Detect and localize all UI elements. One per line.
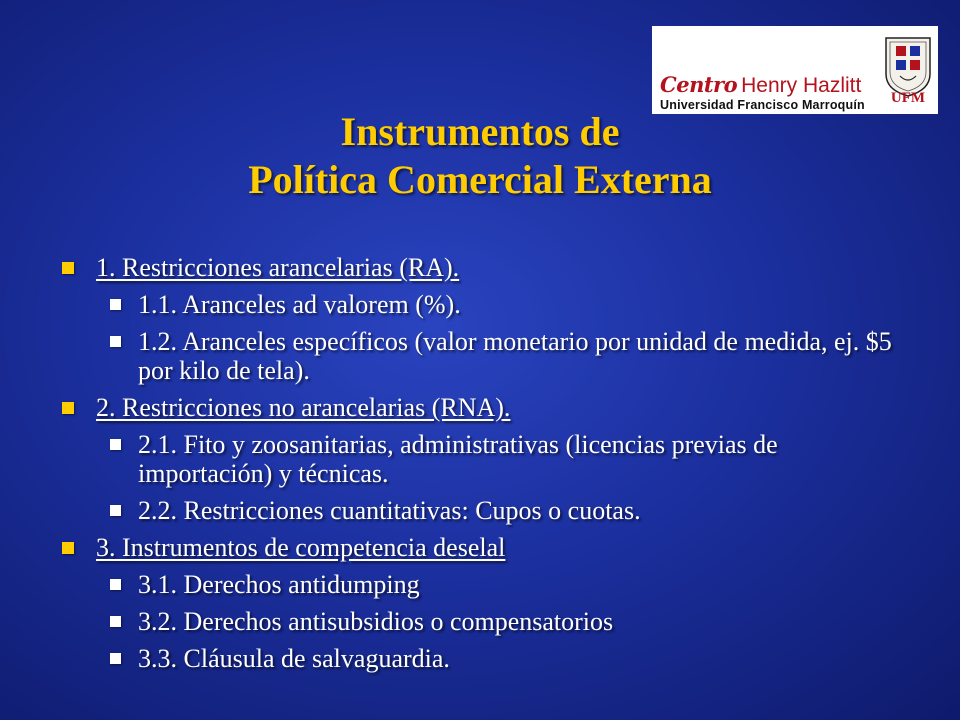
bullet-item-1	[58, 253, 908, 282]
logo-brand-name: Henry Hazlitt	[741, 74, 862, 97]
sub-bullet-item-3-2	[58, 607, 908, 636]
sub-bullet-text: 2.1. Fito y zoosanitarias, administrativas (licencias previas de importación) y técnicas.	[138, 430, 778, 488]
square-bullet-icon	[62, 402, 74, 414]
square-bullet-icon	[62, 542, 74, 554]
bullet-item-3	[58, 533, 908, 562]
bullet-list	[58, 253, 908, 681]
title-line-2: Política Comercial Externa	[248, 157, 712, 202]
square-bullet-icon	[110, 616, 121, 627]
square-bullet-icon	[110, 579, 121, 590]
sub-bullet-text: 3.2. Derechos antisubsidios o compensatorios	[138, 607, 614, 636]
square-bullet-icon	[110, 336, 121, 347]
bullet-text: 2. Restricciones no arancelarias (RNA).	[96, 393, 511, 422]
logo-university: Universidad Francisco Marroquín	[660, 98, 865, 112]
logo-brand-script: Centro	[660, 72, 738, 97]
logo-crest-label: UFM	[890, 90, 926, 106]
square-bullet-icon	[110, 299, 121, 310]
sub-bullet-text: 3.1. Derechos antidumping	[138, 570, 420, 599]
centro-henry-hazlitt-logo	[652, 26, 938, 114]
sub-bullet-item-1-1	[58, 290, 908, 319]
square-bullet-icon	[110, 653, 121, 664]
sub-bullet-text: 1.1. Aranceles ad valorem (%).	[138, 290, 461, 319]
sub-bullet-item-3-1	[58, 570, 908, 599]
title-line-1: Instrumentos de	[340, 109, 620, 154]
sub-bullet-item-3-3	[58, 644, 908, 673]
sub-bullet-item-2-1	[58, 430, 908, 488]
square-bullet-icon	[110, 505, 121, 516]
square-bullet-icon	[110, 439, 121, 450]
bullet-text: 1. Restricciones arancelarias (RA).	[96, 253, 460, 282]
sub-bullet-text: 3.3. Cláusula de salvaguardia.	[138, 644, 450, 673]
sub-bullet-item-2-2	[58, 496, 908, 525]
logo-brand	[660, 72, 861, 98]
bullet-item-2	[58, 393, 908, 422]
square-bullet-icon	[62, 262, 74, 274]
slide-title	[60, 108, 900, 204]
bullet-text: 3. Instrumentos de competencia deselal	[96, 533, 506, 562]
sub-bullet-text: 2.2. Restricciones cuantitativas: Cupos o cuotas.	[138, 496, 641, 525]
sub-bullet-text: 1.2. Aranceles específicos (valor monetario por unidad de medida, ej. $5 por kilo de tela).	[138, 327, 892, 385]
sub-bullet-item-1-2	[58, 327, 908, 385]
